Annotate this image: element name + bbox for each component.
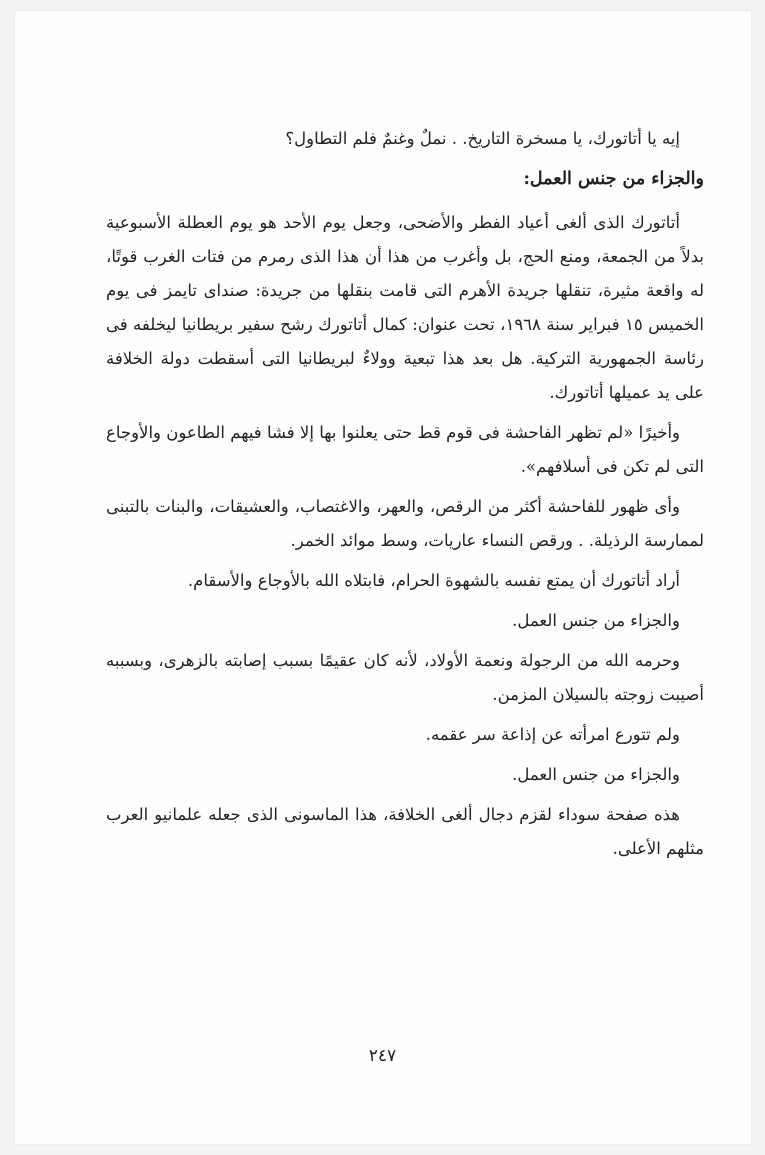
paragraph-affliction: أراد أتاتورك أن يمتع نفسه بالشهوة الحرام، فابتلاه الله بالأوجاع والأسقام. [187,571,680,590]
paragraph-sterility: وحرمه الله من الرجولة ونعمة الأولاد، لأنه كان عقيمًا بسبب إصابته بالزهرى، وبسببه أصيبت زوجته بالسيلان المزمن. [106,651,704,704]
body-text [106,122,704,872]
paragraph-hadith: وأخيرًا «لم تظهر الفاحشة فى قوم قط حتى يعلنوا بها إلا فشا فيهم الطاعون والأوجاع التى لم تكن فى أسلافهم». [106,423,704,476]
paragraph-conclusion: هذه صفحة سوداء لقزم دجال ألغى الخلافة، هذا الماسونى الذى جعله علمانيو العرب مثلهم الأعلى. [106,805,704,858]
paragraph-immorality: وأى ظهور للفاحشة أكثر من الرقص، والعهر، والاغتصاب، والعشيقات، والبنات بالتبنى لممارسة الرذيلة. . ورقص النساء عاريات، وسط موائد الخمر. [106,497,704,550]
paragraph-intro: إيه يا أتاتورك، يا مسخرة التاريخ. . نملٌ وغنمٌ فلم التطاول؟ [285,129,680,148]
page-number: ٢٤٧ [368,1046,397,1066]
paragraph-retribution-2: والجزاء من جنس العمل. [512,765,680,784]
paragraph-wife: ولم تتورع امرأته عن إذاعة سر عقمه. [425,725,680,744]
paragraph-retribution-1: والجزاء من جنس العمل. [512,611,680,630]
section-heading: والجزاء من جنس العمل: [523,169,704,189]
paragraph-ataturk-abolition: أتاتورك الذى ألغى أعياد الفطر والأضحى، وجعل يوم الأحد هو يوم العطلة الأسبوعية بدلاً من الجمعة، ومنع الحج، بل وأغرب من هذا أن هذا الذى رمرم من فتات الغرب قوتًا، له واقعة مثيرة، تنقلها جريدة الأهرم التى قامت بنقلها من جريدة: صنداى تايمز فى يوم الخميس ١٥ فبراير سنة ١٩٦٨، تحت عنوان: كمال أتاتورك رشح سفير بريطانيا ليخلفه فى رئاسة الجمهورية التركية. هل بعد هذا تبعية وولاءٌ لبريطانيا التى أسقطت دولة الخلافة على يد عميلها أتاتورك. [106,213,705,402]
